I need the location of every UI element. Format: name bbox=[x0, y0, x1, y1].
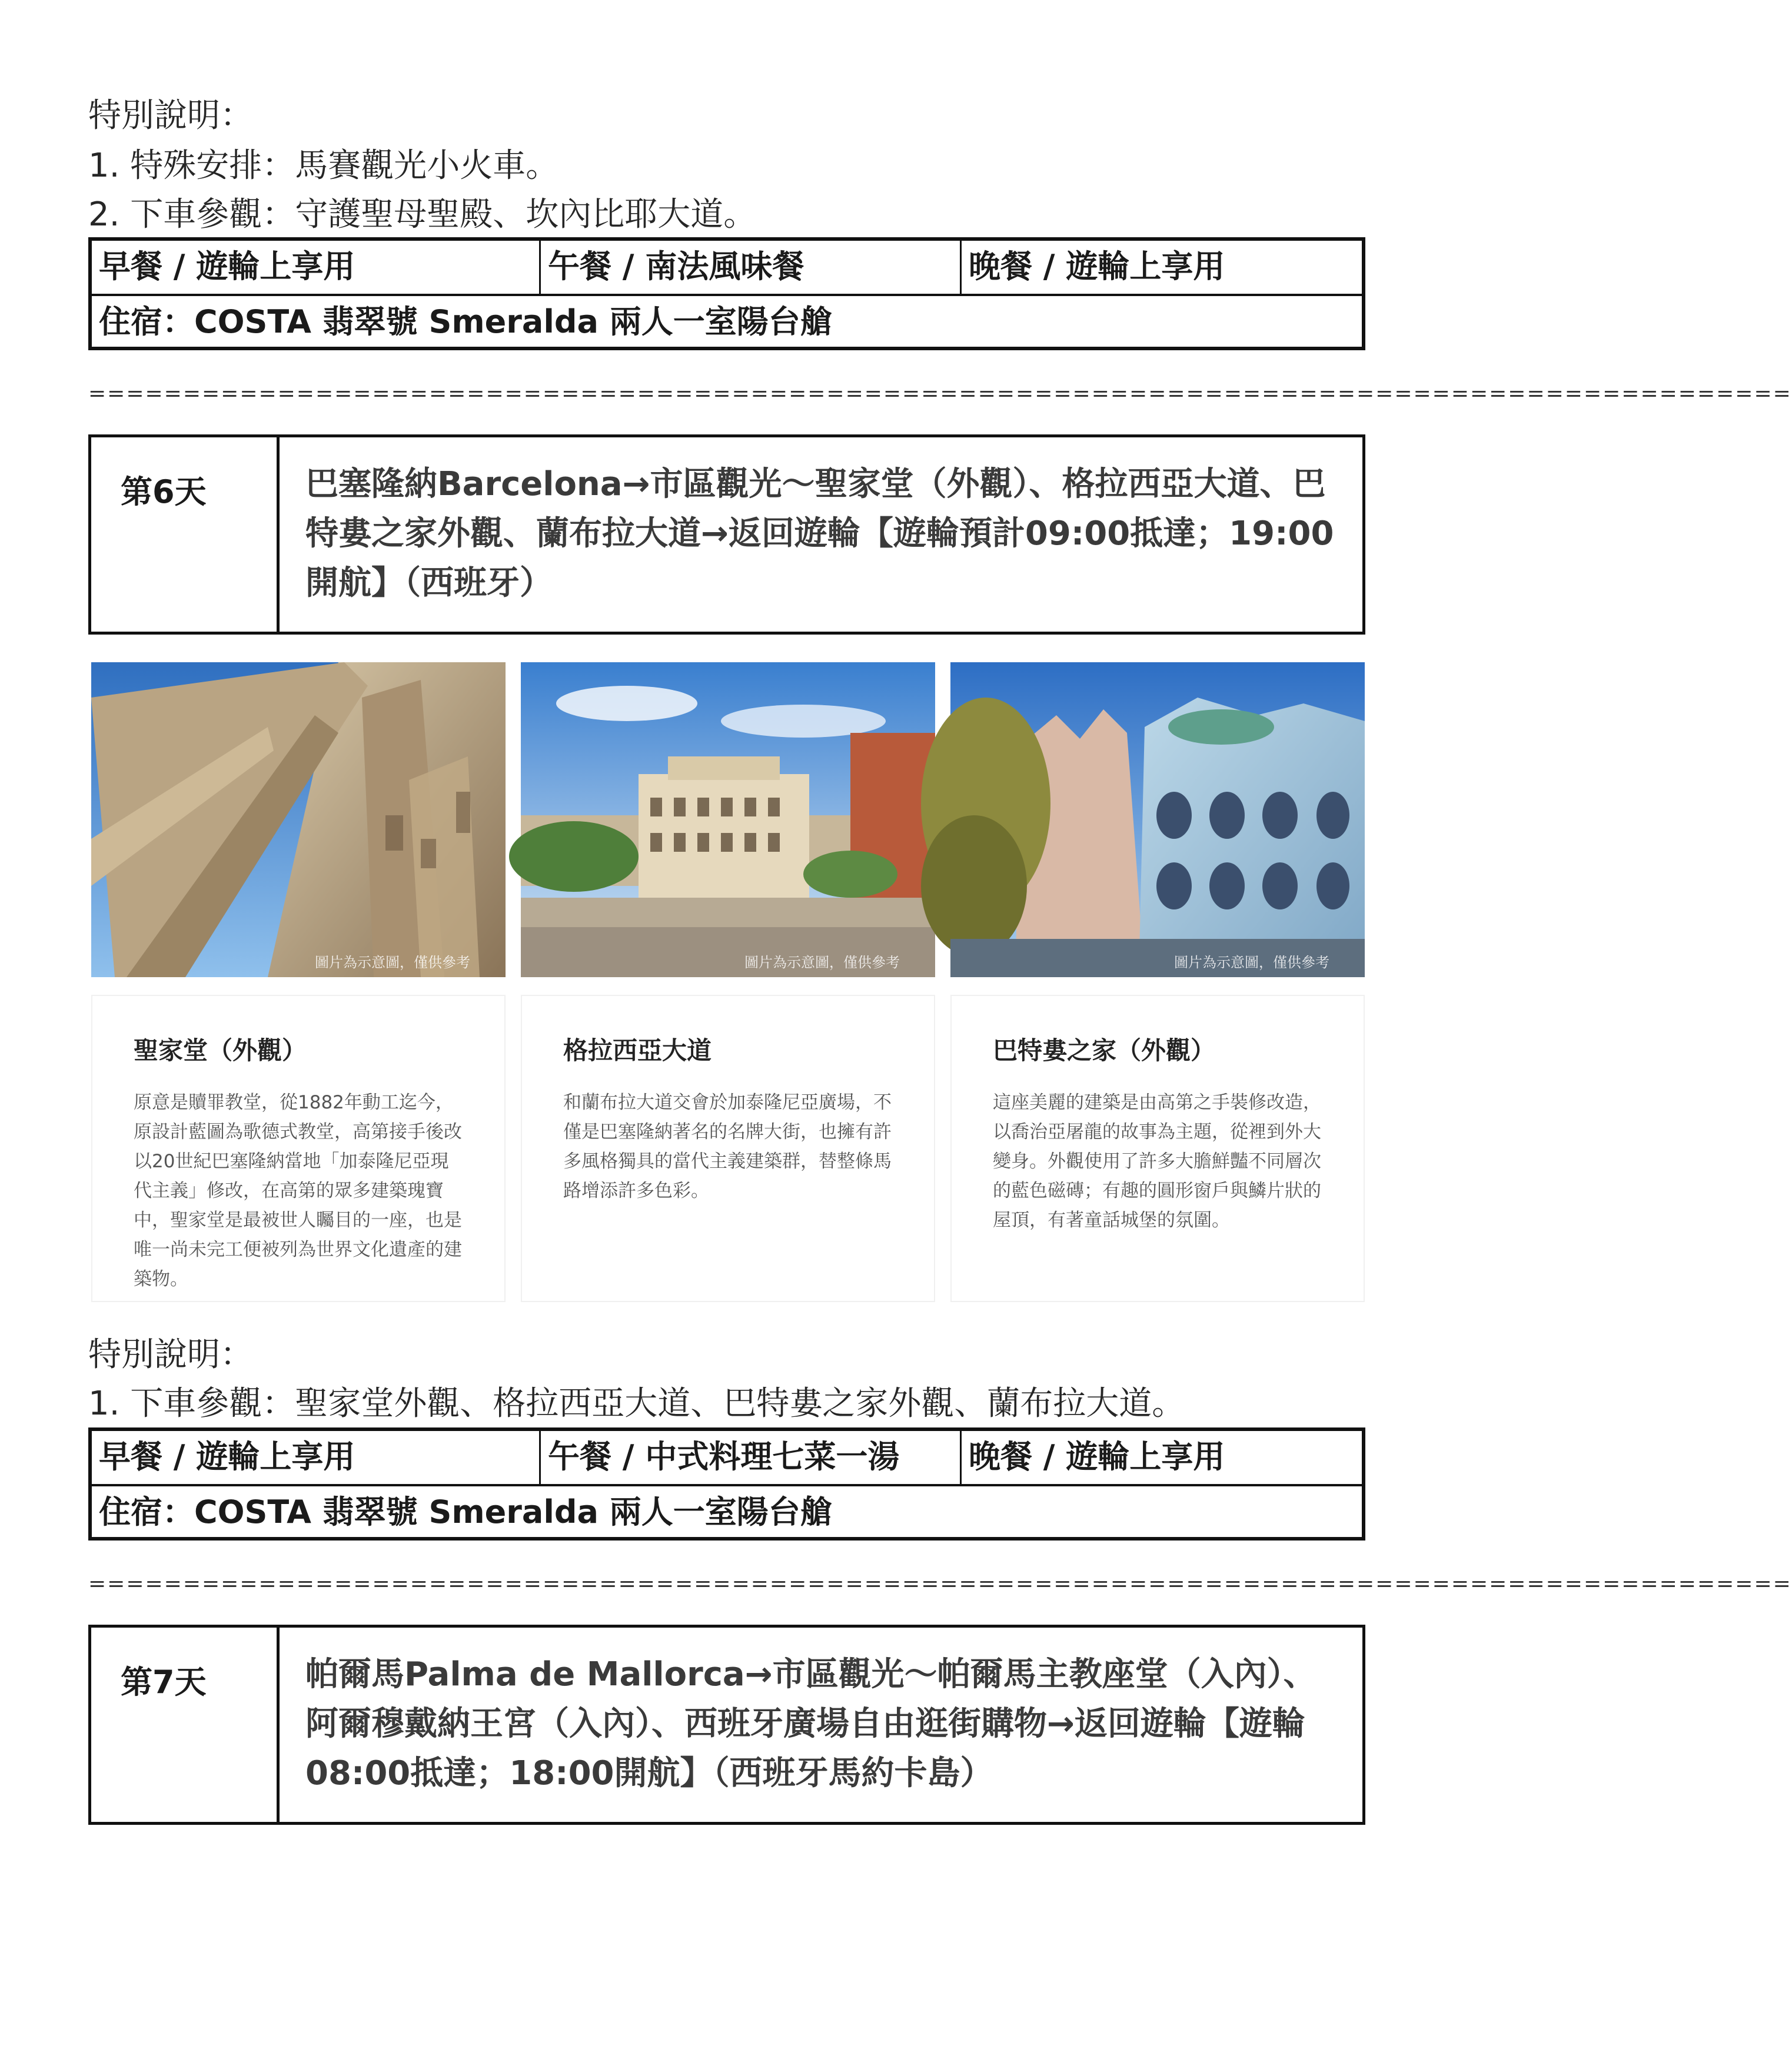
attraction-description: 和蘭布拉大道交會於加泰隆尼亞廣場，不僅是巴塞隆納著名的名牌大街，也擁有許多風格獨具的當代主義建築群，替整條馬路增添許多色彩。 bbox=[563, 1092, 892, 1201]
day-title: 巴塞隆納Barcelona→市區觀光～聖家堂（外觀）、格拉西亞大道、巴特婁之家外觀、蘭布拉大道→返回遊輪【遊輪預計09:00抵達；19:00開航】（西班牙） bbox=[305, 465, 1334, 602]
attraction-card bbox=[950, 995, 1365, 1302]
meal-table bbox=[88, 1427, 1365, 1541]
breakfast-cell: 早餐 / 遊輪上享用 bbox=[99, 248, 355, 285]
note-item: 1. 特殊安排：馬賽觀光小火車。 bbox=[88, 147, 559, 185]
photo-watermark: 圖片為示意圖，僅供參考 bbox=[744, 954, 900, 971]
sagrada-familia-photo bbox=[91, 662, 506, 977]
notes-heading: 特別說明： bbox=[88, 1336, 253, 1374]
day-6-box bbox=[88, 434, 1365, 635]
note-item: 2. 下車參觀：守護聖母聖殿、坎內比耶大道。 bbox=[88, 195, 757, 234]
casa-batllo-photo bbox=[950, 662, 1365, 977]
dinner-cell: 晚餐 / 遊輪上享用 bbox=[960, 241, 1362, 294]
separator: ========================================================================================== bbox=[88, 1572, 1792, 1596]
attraction-description: 原意是贖罪教堂，從1882年動工迄今，原設計藍圖為歌德式教堂，高第接手後改以20世紀巴塞隆納當地「加泰隆尼亞現代主義」修改，在高第的眾多建築瑰寶中，聖家堂是最被世人矚目的一座，也是唯一尚未完工便被列為世界文化遺產的建築物。 bbox=[134, 1092, 462, 1290]
attraction-description: 這座美麗的建築是由高第之手裝修改造，以喬治亞屠龍的故事為主題，從裡到外大變身。外觀使用了許多大膽鮮豔不同層次的藍色磁磚；有趣的圓形窗戶與鱗片狀的屋頂，有著童話城堡的氛圍。 bbox=[993, 1092, 1321, 1231]
day-label: 第7天 bbox=[91, 1628, 280, 1822]
attraction-title: 格拉西亞大道 bbox=[563, 1036, 712, 1065]
attraction-card bbox=[521, 995, 935, 1302]
hotel-cell: 住宿：COSTA 翡翠號 Smeralda 兩人一室陽台艙 bbox=[99, 303, 832, 340]
day-title: 帕爾馬Palma de Mallorca→市區觀光～帕爾馬主教座堂（入內）、阿爾穆戴納王宮（入內）、西班牙廣場自由逛街購物→返回遊輪【遊輪08:00抵達；18:00開航】（西班牙馬約卡島） bbox=[305, 1655, 1316, 1792]
day-7-box bbox=[88, 1625, 1365, 1825]
attraction-card bbox=[91, 995, 506, 1302]
lunch-cell: 午餐 / 中式料理七菜一湯 bbox=[539, 1431, 960, 1484]
hotel-cell: 住宿：COSTA 翡翠號 Smeralda 兩人一室陽台艙 bbox=[99, 1493, 832, 1531]
note-item: 1. 下車參觀：聖家堂外觀、格拉西亞大道、巴特婁之家外觀、蘭布拉大道。 bbox=[88, 1385, 1185, 1423]
separator: ========================================================================================== bbox=[88, 381, 1792, 406]
lunch-cell: 午餐 / 南法風味餐 bbox=[539, 241, 960, 294]
breakfast-cell: 早餐 / 遊輪上享用 bbox=[99, 1438, 355, 1475]
photo-watermark: 圖片為示意圖，僅供參考 bbox=[315, 954, 470, 971]
notes-heading: 特別說明： bbox=[88, 97, 253, 135]
attraction-title: 巴特婁之家（外觀） bbox=[993, 1036, 1216, 1065]
day-label: 第6天 bbox=[91, 437, 280, 632]
passeig-de-gracia-photo bbox=[521, 662, 935, 977]
meal-table bbox=[88, 237, 1365, 350]
dinner-cell: 晚餐 / 遊輪上享用 bbox=[960, 1431, 1362, 1484]
photo-watermark: 圖片為示意圖，僅供參考 bbox=[1174, 954, 1329, 971]
attraction-title: 聖家堂（外觀） bbox=[134, 1036, 307, 1065]
